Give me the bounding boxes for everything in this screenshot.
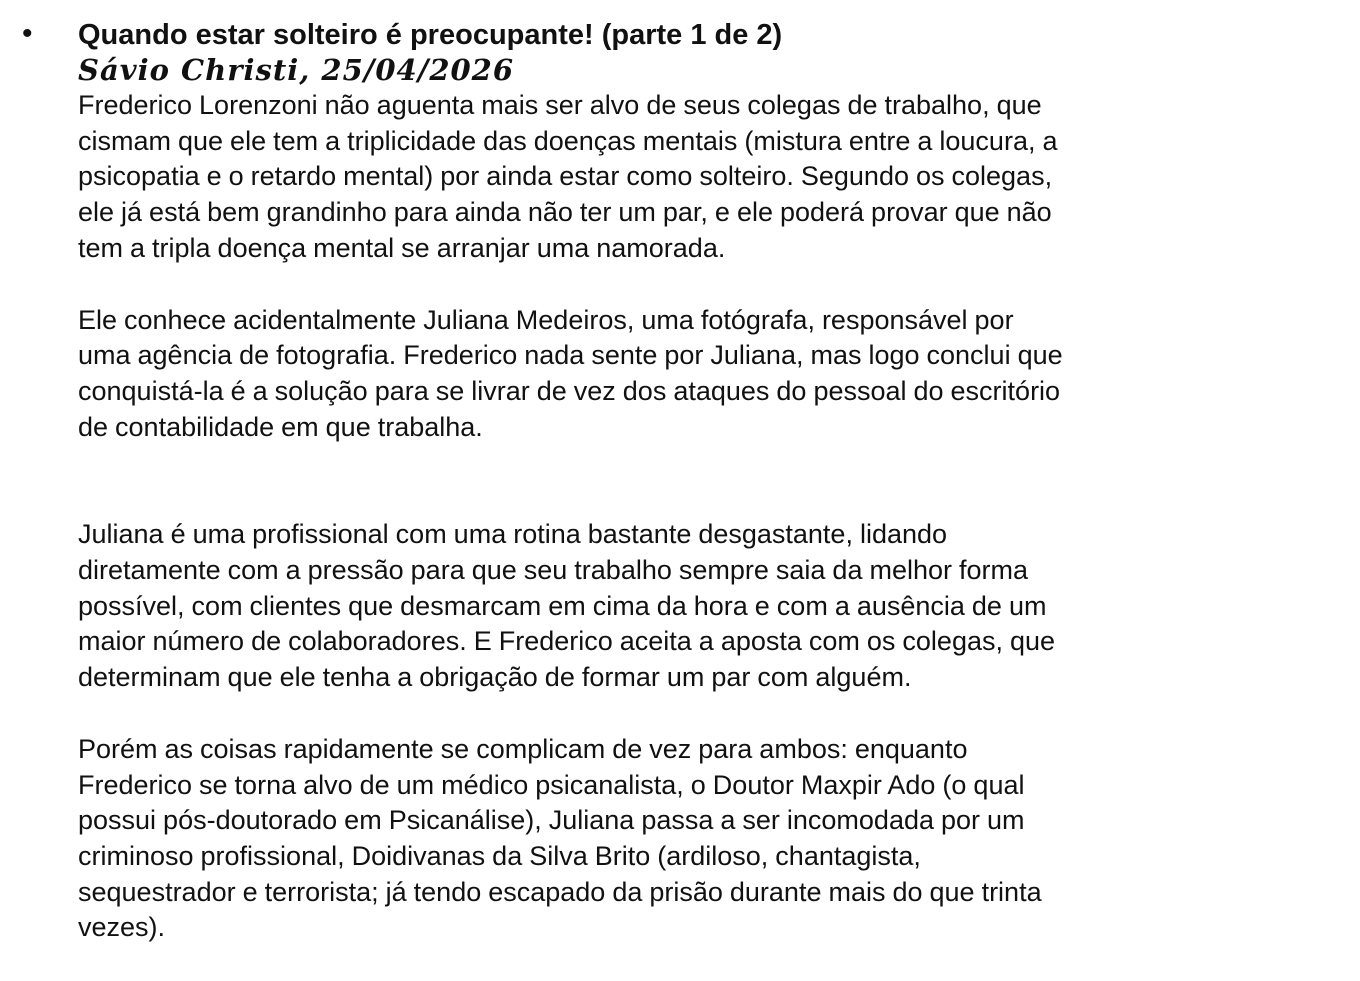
slide-content xyxy=(78,18,1340,946)
bullet-point: • xyxy=(22,17,33,50)
paragraph-spacer xyxy=(78,445,1340,517)
paragraph-4: Porém as coisas rapidamente se complicam de vez para ambos: enquanto Frederico se torna alvo de um médico psicanalista, o Doutor Maxpir Ado (o qual possui pós-doutorado em Psicanálise), Juliana passa a ser incomodada por um criminoso profissional, Doidivanas da Silva Brito (ardiloso, chantagista, sequestrador e terrorista; já tendo escapado da prisão durante mais do que trinta vezes). xyxy=(78,733,1042,943)
story-title: Quando estar solteiro é preocupante! (parte 1 de 2) xyxy=(78,19,783,51)
author-date-byline: Sávio Christi, 25/04/2026 xyxy=(78,53,515,87)
paragraph-2: Ele conhece acidentalmente Juliana Medeiros, uma fotógrafa, responsável por uma agência de fotografia. Frederico nada sente por Juliana, mas logo conclui que conquistá-la é a solução para se livrar de vez dos ataques do pessoal do escritório de contabilidade em que trabalha. xyxy=(78,304,1063,442)
paragraph-1: Frederico Lorenzoni não aguenta mais ser alvo de seus colegas de trabalho, que cismam que ele tem a triplicidade das doenças mentais (mistura entre a loucura, a psicopatia e o retardo mental) por ainda estar como solteiro. Segundo os colegas, ele já está bem grandinho para ainda não ter um par, e ele poderá provar que não tem a tripla doença mental se arranjar uma namorada. xyxy=(78,90,1058,263)
paragraph-spacer xyxy=(78,267,1340,303)
paragraph-spacer xyxy=(78,696,1340,732)
paragraph-3: Juliana é uma profissional com uma rotina bastante desgastante, lidando diretamente com a pressão para que seu trabalho sempre saia da melhor forma possível, com clientes que desmarcam em cima da hora e com a ausência de um maior número de colaboradores. E Frederico aceita a aposta com os colegas, que determinam que ele tenha a obrigação de formar um par com alguém. xyxy=(78,519,1056,693)
